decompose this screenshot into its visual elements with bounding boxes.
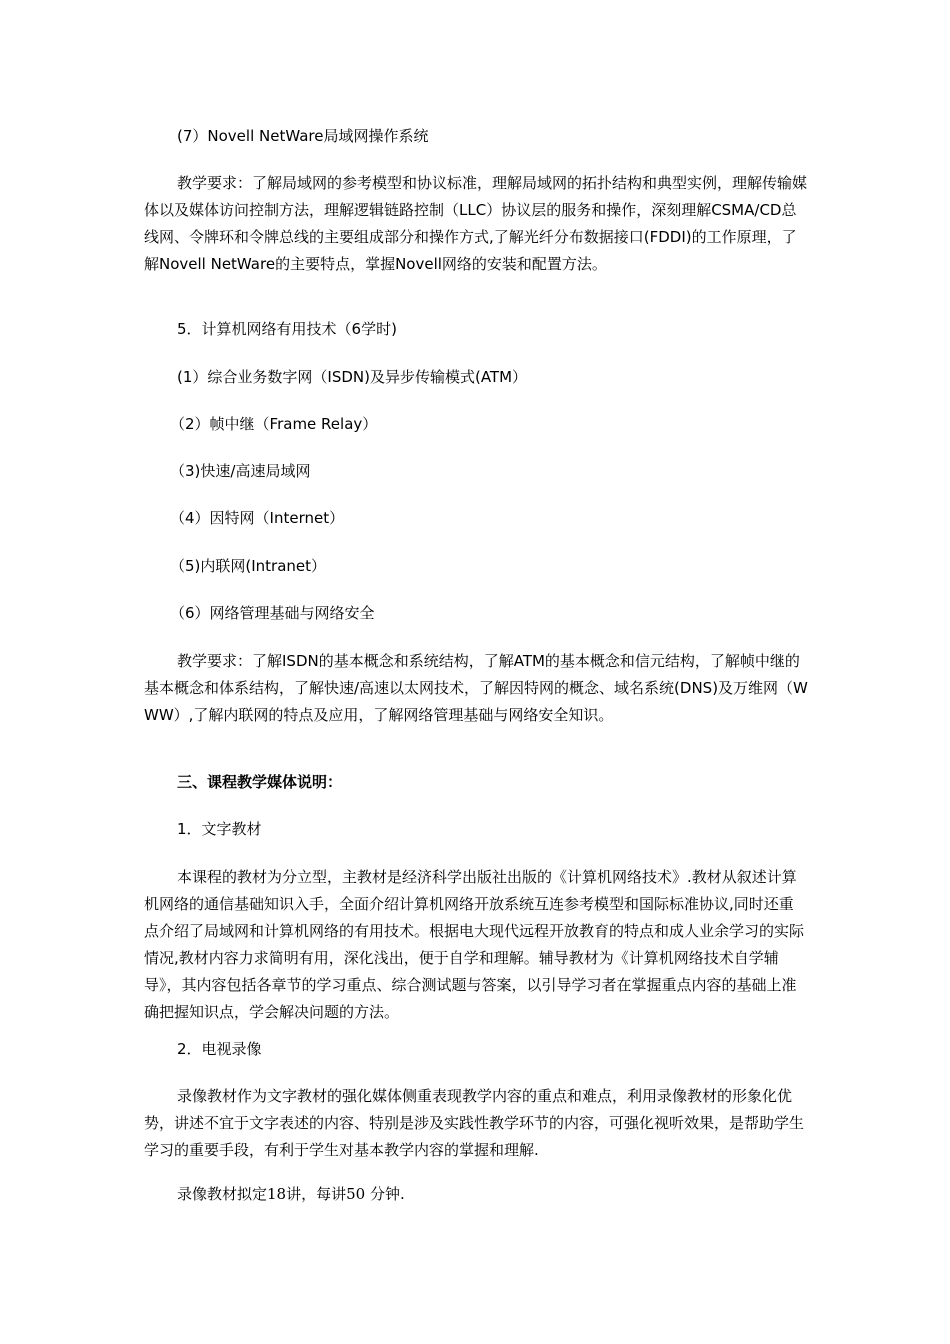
teaching-requirement-paragraph-techniques: 教学要求：了解ISDN的基本概念和系统结构，了解ATM的基本概念和信元结构，了解帧中继的基本概念和体系结构，了解快速/高速以太网技术，了解因特网的概念、域名系统(DNS)及万维网（WWW）,了解内联网的特点及应用，了解网络管理基础与网络安全知识。 bbox=[144, 652, 808, 724]
subsection-text-materials-heading: 1．文字教材 bbox=[177, 820, 262, 838]
text-materials-paragraph: 本课程的教材为分立型，主教材是经济科学出版社出版的《计算机网络技术》.教材从叙述计算机网络的通信基础知识入手，全面介绍计算机网络开放系统互连参考模型和国际标准协议,同时还重点介绍了局域网和计算机网络的有用技术。根据电大现代远程开放教育的特点和成人业余学习的实际情况,教材内容力求简明有用，深化浅出，便于自学和理解。辅导教材为《计算机网络技术自学辅导》，其内容包括各章节的学习重点、综合测试题与答案，以引导学习者在掌握重点内容的基础上准确把握知识点，学会解决问题的方法。 bbox=[144, 868, 805, 1021]
list-item-1: (1）综合业务数字网（ISDN)及异步传输模式(ATM） bbox=[177, 368, 528, 386]
subsection-tv-video-heading: 2．电视录像 bbox=[177, 1040, 262, 1058]
chapter-5-heading: 5．计算机网络有用技术（6学时) bbox=[177, 320, 397, 338]
list-item-6: （6）网络管理基础与网络安全 bbox=[170, 604, 375, 622]
list-item-5: （5)内联网(Intranet） bbox=[170, 557, 327, 575]
list-item-3: （3)快速/高速局域网 bbox=[170, 462, 311, 480]
teaching-requirement-paragraph-lan: 教学要求：了解局域网的参考模型和协议标准，理解局域网的拓扑结构和典型实例，理解传输媒体以及媒体访问控制方法，理解逻辑链路控制（LLC）协议层的服务和操作，深刻理解CSMA/CD总线网、令牌环和令牌总线的主要组成部分和操作方式,了解光纤分布数据接口(FDDI)的工作原理，了解Novell NetWare的主要特点，掌握Novell网络的安装和配置方法。 bbox=[144, 174, 808, 273]
section-3-heading: 三、课程教学媒体说明： bbox=[177, 773, 343, 791]
section-item-7-heading: (7）Novell NetWare局域网操作系统 bbox=[177, 127, 429, 145]
video-lecture-count-paragraph: 录像教材拟定18讲，每讲50 分钟. bbox=[177, 1185, 405, 1203]
list-item-4: （4）因特网（Internet） bbox=[170, 509, 345, 527]
video-materials-paragraph: 录像教材作为文字教材的强化媒体侧重表现教学内容的重点和难点，利用录像教材的形象化优势，讲述不宜于文字表述的内容、特别是涉及实践性教学环节的内容，可强化视听效果，是帮助学生学习的重要手段，有利于学生对基本教学内容的掌握和理解. bbox=[144, 1087, 805, 1159]
list-item-2: （2）帧中继（Frame Relay） bbox=[170, 415, 378, 433]
